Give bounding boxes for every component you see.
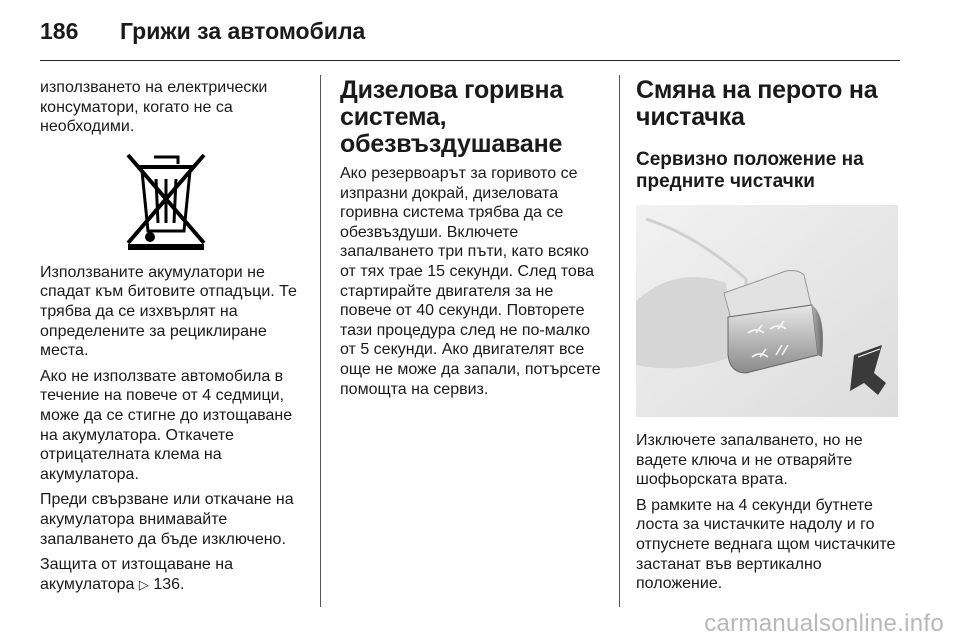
protection-text: Защита от изтощаване на xyxy=(40,556,233,574)
protection-ref-label: акумулатора xyxy=(40,575,135,593)
page-header xyxy=(40,18,365,48)
protection-ref-page[interactable]: 136. xyxy=(153,575,185,593)
column-divider-2 xyxy=(619,75,620,607)
left-column xyxy=(40,78,308,600)
header-divider xyxy=(40,60,900,61)
wiper-service-subheading: Сервизно положение на предните чистачки xyxy=(636,149,864,192)
diesel-section-body: Ако резервоарът за горивото се изпразни докрай, дизеловата горивна система трябва да се обезвъздуши. Включете запалването три пъти, като всяко от тях трае 15 секунди. След това стартирайте двигателя за не повече от 40 секунди. Повторете тази процедура след не по-малко от 5 секунди. Ако двигателят все още не може да запали, потърсете помощта на сервиз. xyxy=(340,165,601,398)
page-number: 186 xyxy=(40,18,79,44)
protection-paragraph xyxy=(40,555,308,594)
wiper-step-1: Изключете запалването, но не вадете ключа и не отваряйте шофьорската врата. xyxy=(636,432,863,489)
battery-disposal-paragraph: Използваните акумулатори не спадат към битовите отпадъци. Те трябва да се изхвърлят на определените за рециклиране места. xyxy=(40,263,297,360)
wiper-stalk-illustration xyxy=(636,205,898,417)
intro-paragraph: използването на електрически консуматори, когато не са необходими. xyxy=(40,79,268,136)
page-reference-arrow-icon: ▷ xyxy=(138,576,149,592)
right-column xyxy=(636,78,906,600)
watermark: carmanualsonline.info xyxy=(704,610,944,637)
wiper-section-heading: Смяна на перото на чистачка xyxy=(636,76,878,131)
diesel-section-heading: Дизелова горивна система, обезвъздушаване xyxy=(340,76,564,158)
wiper-step-2: В рамките на 4 секунди бутнете лоста за чистачките надолу и го отпуснете веднага щом чистачките застанат във вертикално положение. xyxy=(636,496,896,593)
column-divider-1 xyxy=(320,75,321,607)
middle-column xyxy=(340,78,608,405)
chapter-title: Грижи за автомобила xyxy=(120,18,366,44)
crossed-out-bin-icon xyxy=(120,151,212,251)
before-connect-paragraph: Преди свързване или откачане на акумулатора внимавайте запалването да бъде изключено. xyxy=(40,491,294,548)
not-used-paragraph: Ако не използвате автомобила в течение на повече от 4 седмици, може да се стигне до изтощаване на акумулатора. Откачете отрицателната клема на акумулатора. xyxy=(40,367,293,483)
